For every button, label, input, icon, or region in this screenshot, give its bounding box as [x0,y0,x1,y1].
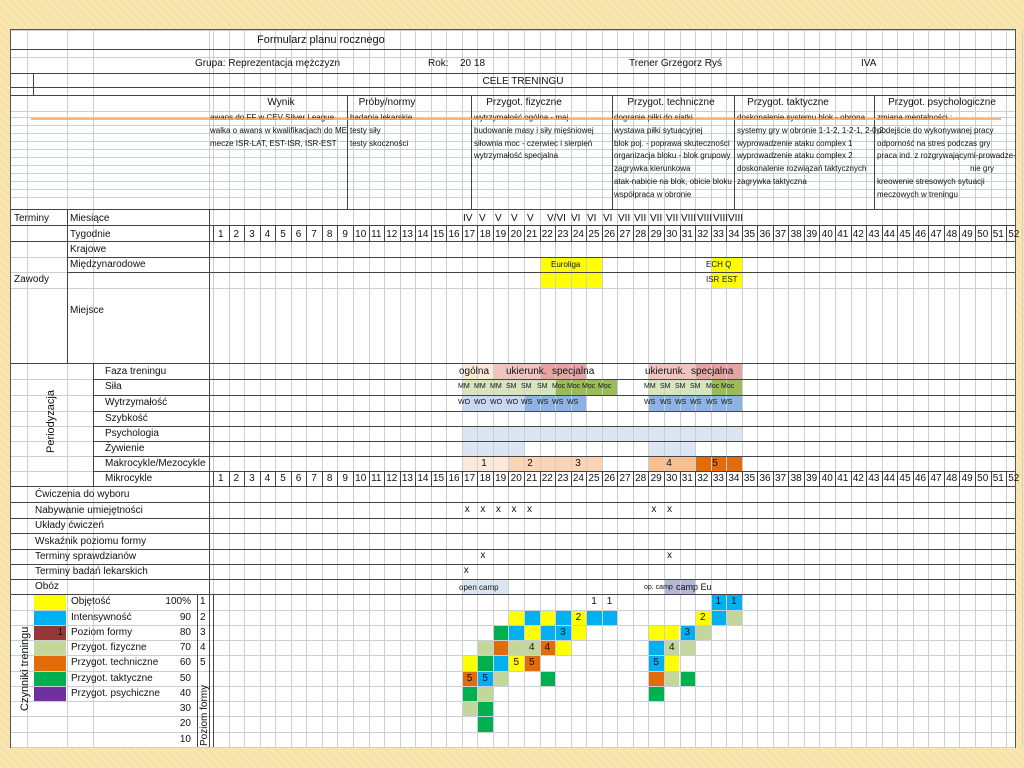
skill-mark: x [480,504,486,515]
legend-percent: 20 [179,718,191,729]
grid-line [11,747,1015,748]
uklady-label: Układy ćwiczeń [35,520,104,531]
strength-cell: Moc [721,383,735,390]
microcycle-number: 6 [295,473,302,484]
goal-column-header: Przygot. fizyczne [486,97,562,108]
microcycle-number: 40 [821,473,833,484]
week-number: 26 [603,229,616,240]
strength-cell: SM [675,383,686,390]
microcycle-number: 48 [946,473,958,484]
psychologia-label: Psychologia [105,428,159,439]
month-label: V [495,213,502,224]
month-label: VIII [728,213,744,224]
goal-column-header: Przygot. taktyczne [747,97,829,108]
factor-number: 3 [684,627,691,638]
wskaznik-label: Wskaźnik poziomu formy [35,536,147,547]
goal-item: wystawa piłki sytuacyjnej [614,125,703,135]
microcycle-number: 9 [342,473,348,484]
month-label: V [479,213,486,224]
week-number: 4 [264,229,271,240]
strength-cell: MM [490,383,502,390]
phase-ogolna: ogólna [459,366,490,377]
endurance-cell: WO [490,399,503,406]
microcycle-number: 18 [479,473,491,484]
macrocycle-number: 1 [481,458,487,469]
month-label: VI [603,213,613,224]
months-label: Miesiące [70,213,110,224]
factor-number: 1 [606,596,613,607]
international-label: Międzynarodowe [70,259,146,270]
legend-percent: 60 [179,657,191,668]
microcycle-number: 17 [464,473,476,484]
factor-number: 5 [513,657,519,668]
grid-line [1022,30,1023,747]
week-number: 14 [417,229,429,240]
microcycle-number: 12 [386,473,398,484]
isr-label: ISR [706,275,720,284]
legend-percent: 30 [179,703,191,714]
factor-number: 1 [731,596,737,607]
endurance-cell: WO [506,399,519,406]
makro-label: Makrocykle/Mezocykle [105,458,206,469]
goal-item: meczowych w treningu [877,189,958,199]
wytrzymalosc-label: Wytrzymałość [105,397,168,408]
week-number: 47 [930,229,942,240]
week-number: 8 [326,229,333,240]
endurance-cell: WS [721,399,733,406]
week-number: 40 [821,229,833,240]
goal-item: mecze ISR-LAT, EST-ISR, ISR-EST [210,138,337,148]
camp-open: open camp [459,583,499,592]
goal-column-header: Wynik [267,97,295,108]
skill-mark: x [666,504,672,515]
legend-label: Przygot. psychiczne [71,688,160,699]
goal-column-header: Przygot. psychologiczne [888,97,996,108]
week-number: 15 [432,229,445,240]
mikro-label: Mikrocykle [105,473,153,484]
month-label: V [527,213,534,224]
week-number: 38 [790,229,802,240]
week-number: 31 [681,229,693,240]
macrocycle-number: 2 [527,458,533,469]
goal-column-header: Próby/normy [358,97,416,108]
page-title: Formularz planu rocznego [257,34,385,46]
est-label: EST [722,275,738,284]
nabywanie-label: Nabywanie umiejętności [35,505,143,516]
goal-item: wytrzymałość specjalna [474,151,559,161]
microcycle-number: 7 [311,473,317,484]
strength-cell: SM [506,383,517,390]
year-value: 20 18 [460,58,486,69]
microcycle-number: 49 [961,473,973,484]
microcycle-number: 34 [728,473,740,484]
microcycle-number: 22 [541,473,553,484]
endurance-cell: WS [552,399,564,406]
accent-line [31,118,1001,120]
terminy-label: Terminy [14,213,50,224]
week-number: 46 [914,229,927,240]
week-number: 32 [697,229,709,240]
goal-item: doskonalenie rozwiązań taktycznych [737,164,867,174]
week-number: 48 [946,229,958,240]
week-number: 45 [899,229,911,240]
week-number: 41 [837,229,849,240]
microcycle-number: 42 [852,473,864,484]
microcycle-number: 28 [635,473,647,484]
camp-eu: camp Eu [676,582,712,592]
microcycle-number: 45 [899,473,911,484]
endurance-cell: WO [474,399,487,406]
goal-item: blok poj. - poprawa skuteczności [614,138,730,148]
week-number: 35 [743,229,756,240]
oboz-label: Obóz [35,581,59,592]
week-number: 21 [526,229,538,240]
microcycle-number: 25 [588,473,600,484]
strength-cell: SM [660,383,671,390]
microcycle-number: 24 [572,473,584,484]
factor-number: 4 [528,642,535,653]
factor-number: 4 [668,642,675,653]
legend-percent: 50 [179,673,191,684]
factor-number: 2 [700,612,706,623]
phase-specjalna-2: specjalna [691,366,734,377]
month-label: VIII [681,213,697,224]
month-label: VIII [713,213,729,224]
week-number: 50 [977,229,989,240]
faza-label: Faza treningu [105,366,167,377]
microcycle-number: 23 [557,473,569,484]
microcycle-number: 31 [681,473,693,484]
week-number: 34 [728,229,740,240]
microcycle-number: 46 [914,473,927,484]
week-number: 3 [249,229,255,240]
microcycle-number: 21 [526,473,538,484]
factor-number: 3 [560,627,566,638]
week-number: 19 [495,229,507,240]
strength-cell: SM [690,383,701,390]
week-number: 23 [557,229,569,240]
microcycle-number: 32 [697,473,709,484]
skill-mark: x [495,504,501,515]
domestic-label: Krajowe [70,244,107,255]
week-number: 10 [355,229,367,240]
legend-label: Przygot. taktyczne [71,673,153,684]
goal-item: zagrywka kierunkowa [614,164,691,174]
legend-percent: 70 [179,642,191,653]
endurance-cell: WS [567,399,579,406]
microcycle-number: 8 [326,473,333,484]
phase-specjalna: specjalna [552,366,595,377]
microcycle-number: 41 [837,473,849,484]
goal-item: systemy gry w obronie 1-1-2, 1-2-1, 2-0-2 [737,125,884,135]
skill-mark: x [527,504,532,515]
microcycle-number: 16 [448,473,460,484]
goal-item: testy siły [350,125,381,135]
month-label: VII [618,213,631,224]
goal-item: siłownia moc - czerwiec i sierpień [474,138,593,148]
microcycle-number: 33 [712,473,724,484]
microcycle-number: 36 [759,473,771,484]
microcycle-number: 35 [743,473,756,484]
week-number: 11 [371,229,382,240]
strength-cell: SM [537,383,548,390]
strength-cell: SM [521,383,532,390]
goal-item: wyprowadzenie ataku complex 1 [737,138,853,148]
goal-item: budowanie masy i siły mięśniowej [474,125,594,135]
microcycle-number: 37 [775,473,787,484]
week-number: 28 [635,229,647,240]
endurance-cell: WS [644,399,656,406]
goal-item: wyprowadzenie ataku complex 2 [737,151,853,161]
week-number: 36 [759,229,771,240]
venue-label: Miejsce [70,305,104,316]
microcycle-number: 52 [1008,473,1020,484]
year-label: Rok: [428,58,449,69]
microcycle-number: 30 [666,473,678,484]
strength-cell: Moc [582,383,596,390]
goal-item: nie gry [970,164,995,174]
month-label: VII [666,213,679,224]
phase-ukierunk-2: ukierunk. [645,366,686,377]
legend-number: 2 [200,612,206,623]
legend-label: Przygot. techniczne [71,657,159,668]
microcycle-number: 50 [977,473,989,484]
group-label: Grupa: Reprezentacja mężczyzn [195,58,341,69]
szybkosc-label: Szybkość [105,413,148,424]
week-number: 7 [311,229,317,240]
legend-percent: 10 [179,734,191,745]
camp-op: op. camp [644,584,673,591]
group-code: IVA [861,58,877,69]
legend-label: Przygot. fizyczne [71,642,147,653]
week-number: 5 [280,229,286,240]
goal-item: kreowenie stresowych sytuacji [877,177,985,186]
zywienie-label: Żywienie [105,443,145,454]
month-label: VI [571,213,581,224]
form-level-label: Poziom formy [199,684,210,746]
microcycle-number: 26 [603,473,616,484]
endurance-cell: WS [660,399,672,406]
microcycle-number: 27 [619,473,631,484]
test-mark: x [666,550,672,561]
skill-mark: x [651,504,657,515]
legend-number: 4 [200,642,206,653]
weeks-label: Tygodnie [70,229,111,240]
week-number: 1 [217,229,224,240]
week-number: 12 [386,229,398,240]
microcycle-number: 38 [790,473,802,484]
echq-label: ECH Q [706,260,732,269]
strength-cell: Moc [706,383,720,390]
month-label: VII [634,213,647,224]
endurance-cell: WS [537,399,549,406]
endurance-cell: WS [706,399,718,406]
decor-lines [11,30,1015,747]
strength-cell: MM [474,383,486,390]
phase-ukierunk: ukierunk. [506,366,547,377]
strength-cell: MM [458,383,470,390]
microcycle-number: 2 [233,473,240,484]
week-number: 30 [666,229,678,240]
microcycle-number: 19 [495,473,507,484]
trainer-label: Trener Grzegorz Ryś [629,58,722,69]
periodization-label: Periodyzacja [45,390,57,453]
endurance-cell: WO [458,399,471,406]
month-label: VIII [697,213,713,224]
competitions-label: Zawody [14,274,50,285]
medical-mark: x [463,565,469,576]
factor-number: 5 [653,657,659,668]
microcycle-number: 39 [806,473,818,484]
week-number: 43 [868,229,880,240]
factor-number: 5 [482,673,488,684]
endurance-cell: WS [521,399,533,406]
microcycle-number: 47 [930,473,942,484]
strength-cell: Moc [552,383,566,390]
endurance-cell: WS [675,399,687,406]
week-number: 29 [650,229,662,240]
legend-label: Intensywność [71,612,132,623]
macrocycle-number: 4 [666,458,672,469]
month-label: VII [650,213,663,224]
goal-item: odporność na stres podczas gry [877,138,991,148]
factor-number: 1 [715,596,722,607]
goal-item: walka o awans w kwalifikacjach do ME [210,125,347,135]
legend-label: Objętość [71,596,111,607]
microcycle-number: 20 [510,473,522,484]
factors-label: Czynniki treningu [19,626,31,711]
factor-number: 5 [466,673,473,684]
legend-percent: 90 [179,612,191,623]
legend-percent: 40 [179,688,191,699]
factor-number: 2 [575,612,582,623]
microcycle-number: 15 [432,473,445,484]
goal-item: praca ind. z rozgrywającymi-prowadze- [877,151,1016,161]
goal-item: testy skoczności [350,138,409,148]
legend-number: 3 [200,627,206,638]
week-number: 16 [448,229,460,240]
week-number: 44 [883,229,895,240]
microcycle-number: 4 [264,473,271,484]
week-number: 18 [479,229,491,240]
microcycle-number: 5 [280,473,286,484]
factor-number: 1 [591,596,597,607]
week-number: 25 [588,229,600,240]
week-number: 20 [510,229,522,240]
microcycle-number: 14 [417,473,429,484]
week-number: 24 [572,229,584,240]
skill-mark: x [464,504,470,515]
microcycle-number: 29 [650,473,662,484]
month-label: V [511,213,518,224]
legend-number: 5 [200,657,206,668]
sila-label: Siła [105,381,122,392]
week-number: 51 [992,229,1004,240]
badania-label: Terminy badań lekarskich [35,566,148,577]
week-number: 6 [295,229,302,240]
month-label: VI [587,213,597,224]
week-number: 49 [961,229,973,240]
month-label: IV [463,213,473,224]
endurance-cell: WS [690,399,702,406]
microcycle-number: 13 [401,473,413,484]
skill-mark: x [511,504,517,515]
microcycle-number: 3 [249,473,255,484]
week-number: 17 [464,229,476,240]
microcycle-number: 44 [883,473,895,484]
week-number: 27 [619,229,631,240]
microcycle-number: 11 [371,473,382,484]
strength-cell: MM [644,383,656,390]
goal-item: podejście do wykonywanej pracy [877,125,994,135]
factor-number: 5 [528,657,535,668]
legend-percent: 80 [179,627,191,638]
goal-column-header: Przygot. techniczne [627,97,715,108]
macrocycle-number: 3 [575,458,581,469]
goal-item: atak-nabicie na blok, obicie bloku [614,177,732,186]
week-number: 52 [1008,229,1020,240]
week-number: 2 [233,229,240,240]
cwiczenia-label: Ćwiczenia do wyboru [35,489,130,500]
euroliga-label: Euroliga [551,260,581,269]
week-number: 39 [806,229,818,240]
strength-cell: Moc [567,383,581,390]
week-number: 42 [852,229,864,240]
legend-label: Poziom formy [71,627,133,638]
legend-prefix: 1 [57,627,63,638]
microcycle-number: 1 [217,473,224,484]
annual-plan-sheet [10,29,1020,748]
week-number: 33 [712,229,724,240]
goals-header: CELE TRENINGU [482,76,564,87]
week-number: 37 [775,229,787,240]
strength-cell: Moc [598,383,612,390]
microcycle-number: 51 [992,473,1004,484]
sprawdziany-label: Terminy sprawdzianów [35,551,137,562]
macrocycle-number: 5 [712,458,718,469]
week-number: 13 [401,229,413,240]
month-label: V/VI [547,213,566,224]
goal-item: organizacja bloku - blok grupowy [614,151,731,161]
goal-item: zagrywka taktyczna [737,177,807,186]
goal-item: współpraca w obronie [614,189,692,199]
legend-number: 1 [200,596,206,607]
test-mark: x [480,550,486,561]
factor-number: 4 [544,642,551,653]
microcycle-number: 10 [355,473,367,484]
week-number: 22 [541,229,553,240]
week-number: 9 [342,229,348,240]
microcycle-number: 43 [868,473,880,484]
legend-percent: 100% [165,596,191,607]
